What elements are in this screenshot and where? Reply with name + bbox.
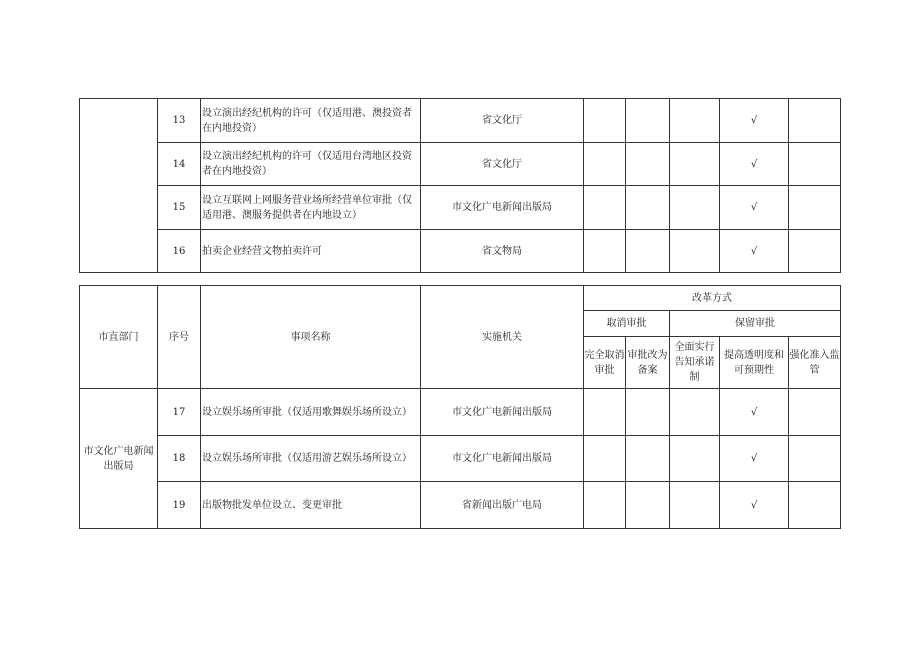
dept-cell-empty [80, 99, 158, 273]
row-number: 19 [158, 482, 201, 529]
row-number: 13 [158, 99, 201, 143]
check-mark: √ [720, 99, 789, 143]
table-row [80, 230, 841, 273]
agency: 市文化广电新闻出版局 [421, 186, 584, 230]
item-name: 设立演出经纪机构的许可（仅适用台湾地区投资者在内地投资） [201, 143, 421, 186]
sub-header-to-filing: 审批改为备案 [626, 337, 670, 389]
item-name: 设立娱乐场所审批（仅适用歌舞娱乐场所设立） [201, 389, 421, 436]
item-name: 出版物批发单位设立、变更审批 [201, 482, 421, 529]
table-row [80, 99, 841, 143]
check-mark: √ [720, 482, 789, 529]
agency: 省新闻出版广电局 [421, 482, 584, 529]
check-mark: √ [720, 389, 789, 436]
item-name-header: 事项名称 [201, 286, 421, 389]
item-name: 设立互联网上网服务营业场所经营单位审批（仅适用港、澳服务提供者在内地设立） [201, 186, 421, 230]
row-number: 16 [158, 230, 201, 273]
sub-header-transparency: 提高透明度和可预期性 [720, 337, 789, 389]
agency: 市文化广电新闻出版局 [421, 436, 584, 482]
row-number: 14 [158, 143, 201, 186]
check-mark: √ [720, 436, 789, 482]
item-name: 设立娱乐场所审批（仅适用游艺娱乐场所设立） [201, 436, 421, 482]
agency: 省文化厅 [421, 99, 584, 143]
table-row [80, 482, 841, 529]
item-name: 设立演出经纪机构的许可（仅适用港、澳投资者在内地投资） [201, 99, 421, 143]
check-mark: √ [720, 186, 789, 230]
item-name: 拍卖企业经营文物拍卖许可 [201, 230, 421, 273]
header-row [80, 286, 841, 311]
row-number: 17 [158, 389, 201, 436]
cancel-approval-header: 取消审批 [584, 311, 670, 337]
row-number: 18 [158, 436, 201, 482]
keep-approval-header: 保留审批 [670, 311, 841, 337]
table-row [80, 389, 841, 436]
dept-header: 市直部门 [80, 286, 158, 389]
approval-items-table-continued [79, 98, 841, 273]
sub-header-commitment: 全面实行告知承诺制 [670, 337, 720, 389]
check-mark: √ [720, 230, 789, 273]
dept-value: 市文化广电新闻出版局 [80, 389, 158, 529]
agency: 省文物局 [421, 230, 584, 273]
sub-header-access-supervision: 强化准入监管 [789, 337, 841, 389]
sub-header-full-cancel: 完全取消审批 [584, 337, 626, 389]
table-row [80, 436, 841, 482]
number-header: 序号 [158, 286, 201, 389]
row-number: 15 [158, 186, 201, 230]
agency: 市文化广电新闻出版局 [421, 389, 584, 436]
table-row [80, 186, 841, 230]
reform-method-header: 改革方式 [584, 286, 841, 311]
check-mark: √ [720, 143, 789, 186]
approval-items-table [79, 285, 841, 529]
agency-header: 实施机关 [421, 286, 584, 389]
agency: 省文化厅 [421, 143, 584, 186]
table-row [80, 143, 841, 186]
